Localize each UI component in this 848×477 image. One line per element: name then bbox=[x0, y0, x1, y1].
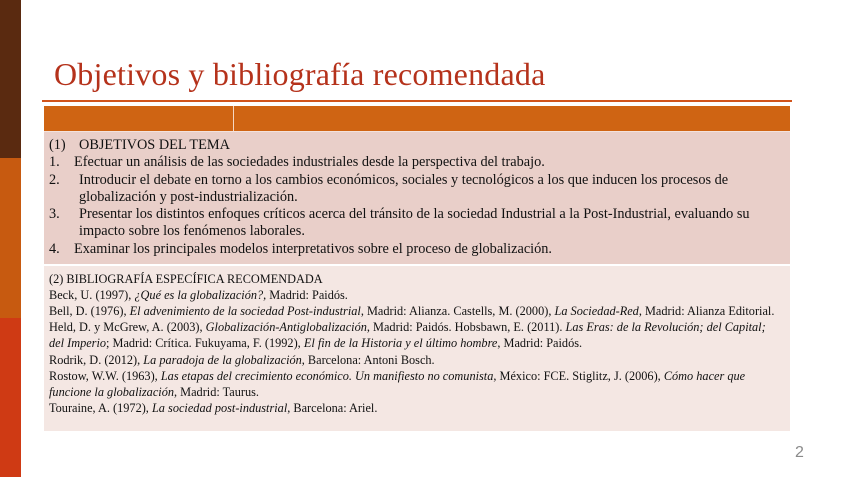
table-header-row bbox=[44, 106, 790, 131]
ref-text: , Madrid: Alianza. Castells, M. (2000), bbox=[360, 304, 555, 319]
ref-text: Touraine, A. (1972), bbox=[49, 400, 152, 415]
ref-text: , Madrid: Paidós. bbox=[497, 336, 583, 351]
objective-item bbox=[49, 206, 782, 241]
objective-number: 1. bbox=[49, 154, 60, 171]
ref-text: , Madrid: Alianza Editorial. bbox=[638, 304, 775, 319]
ref-title: El fin de la Historia y el último hombre bbox=[303, 336, 498, 351]
objectives-section bbox=[44, 131, 790, 264]
ref-text: Held, D. y McGrew, A. (2003), bbox=[49, 320, 206, 335]
page-number: 2 bbox=[795, 444, 804, 461]
bibliography-entry bbox=[49, 303, 782, 319]
ref-text: , Barcelona: Antoni Bosch. bbox=[301, 352, 435, 367]
side-bar-orange bbox=[0, 158, 21, 318]
bibliography-entry bbox=[49, 319, 782, 351]
table-header-cell bbox=[234, 106, 790, 131]
objectives-heading bbox=[49, 137, 782, 154]
content-table bbox=[44, 106, 790, 431]
objective-text: Introducir el debate en torno a los cambios económicos, sociales y tecnológicos a los que inducen los procesos de globalización y post-industrialización. bbox=[79, 171, 729, 205]
objective-text: Efectuar un análisis de las sociedades industriales desde la perspectiva del trabajo. bbox=[74, 154, 545, 171]
objectives-heading-text: OBJETIVOS DEL TEMA bbox=[79, 137, 230, 153]
objective-item bbox=[49, 172, 782, 207]
ref-text: Bell, D. (1976), bbox=[49, 304, 130, 319]
ref-text: Rodrik, D. (2012), bbox=[49, 352, 144, 367]
ref-text: , México: FCE. Stiglitz, J. (2006), bbox=[493, 368, 664, 383]
ref-title: Las etapas del crecimiento económico. Un manifiesto no comunista bbox=[160, 368, 494, 383]
ref-text: , Madrid: Taurus. bbox=[174, 384, 259, 399]
side-bar-dark bbox=[0, 0, 21, 158]
ref-text: Rostow, W.W. (1963), bbox=[49, 368, 161, 383]
ref-title: La paradoja de la globalización bbox=[143, 352, 302, 367]
ref-title: Globalización-Antiglobalización bbox=[205, 320, 367, 335]
ref-title: La sociedad post-industrial bbox=[151, 400, 288, 415]
objective-text: Presentar los distintos enfoques críticos acerca del tránsito de la sociedad Industrial a la Post-Industrial, evaluando su impacto sobre los fenómenos laborales. bbox=[79, 206, 750, 240]
objective-number: 4. bbox=[49, 240, 60, 257]
ref-text: , Madrid: Paidós. Hobsbawn, E. (2011). bbox=[366, 320, 566, 335]
ref-title: Cómo hacer que funcione la globalización bbox=[49, 368, 746, 399]
objective-text: Examinar los principales modelos interpretativos sobre el proceso de globalización. bbox=[74, 240, 553, 257]
table-header-cell bbox=[44, 106, 234, 131]
bibliography-entry bbox=[49, 368, 782, 400]
bibliography-entry bbox=[49, 400, 782, 416]
ref-text: ; Madrid: Crítica. Fukuyama, F. (1992), bbox=[106, 336, 304, 351]
objective-item bbox=[49, 154, 782, 171]
ref-title: La Sociedad-Red bbox=[554, 304, 639, 319]
bibliography-heading: (2) BIBLIOGRAFÍA ESPECÍFICA RECOMENDADA bbox=[49, 272, 323, 287]
objective-number: 3. bbox=[49, 206, 60, 223]
title-divider bbox=[42, 100, 792, 102]
objectives-heading-num: (1) bbox=[49, 137, 66, 153]
side-bar-red bbox=[0, 318, 21, 477]
bibliography-section bbox=[44, 264, 790, 431]
bibliography-entry bbox=[49, 352, 782, 368]
objective-item bbox=[49, 241, 782, 258]
ref-title: Las Eras: de la Revolución; del Capital; del Imperio bbox=[49, 320, 766, 351]
ref-text: , Barcelona: Ariel. bbox=[287, 400, 378, 415]
slide-title: Objetivos y bibliografía recomendada bbox=[54, 56, 546, 92]
ref-title: El advenimiento de la sociedad Post-industrial bbox=[129, 304, 361, 319]
ref-text: Beck, U. (1997), bbox=[49, 288, 135, 303]
bibliography-entry bbox=[49, 287, 782, 303]
objective-number: 2. bbox=[49, 171, 60, 188]
ref-title: ¿Qué es la globalización?, bbox=[134, 288, 267, 303]
ref-text: Madrid: Paidós. bbox=[266, 288, 348, 303]
